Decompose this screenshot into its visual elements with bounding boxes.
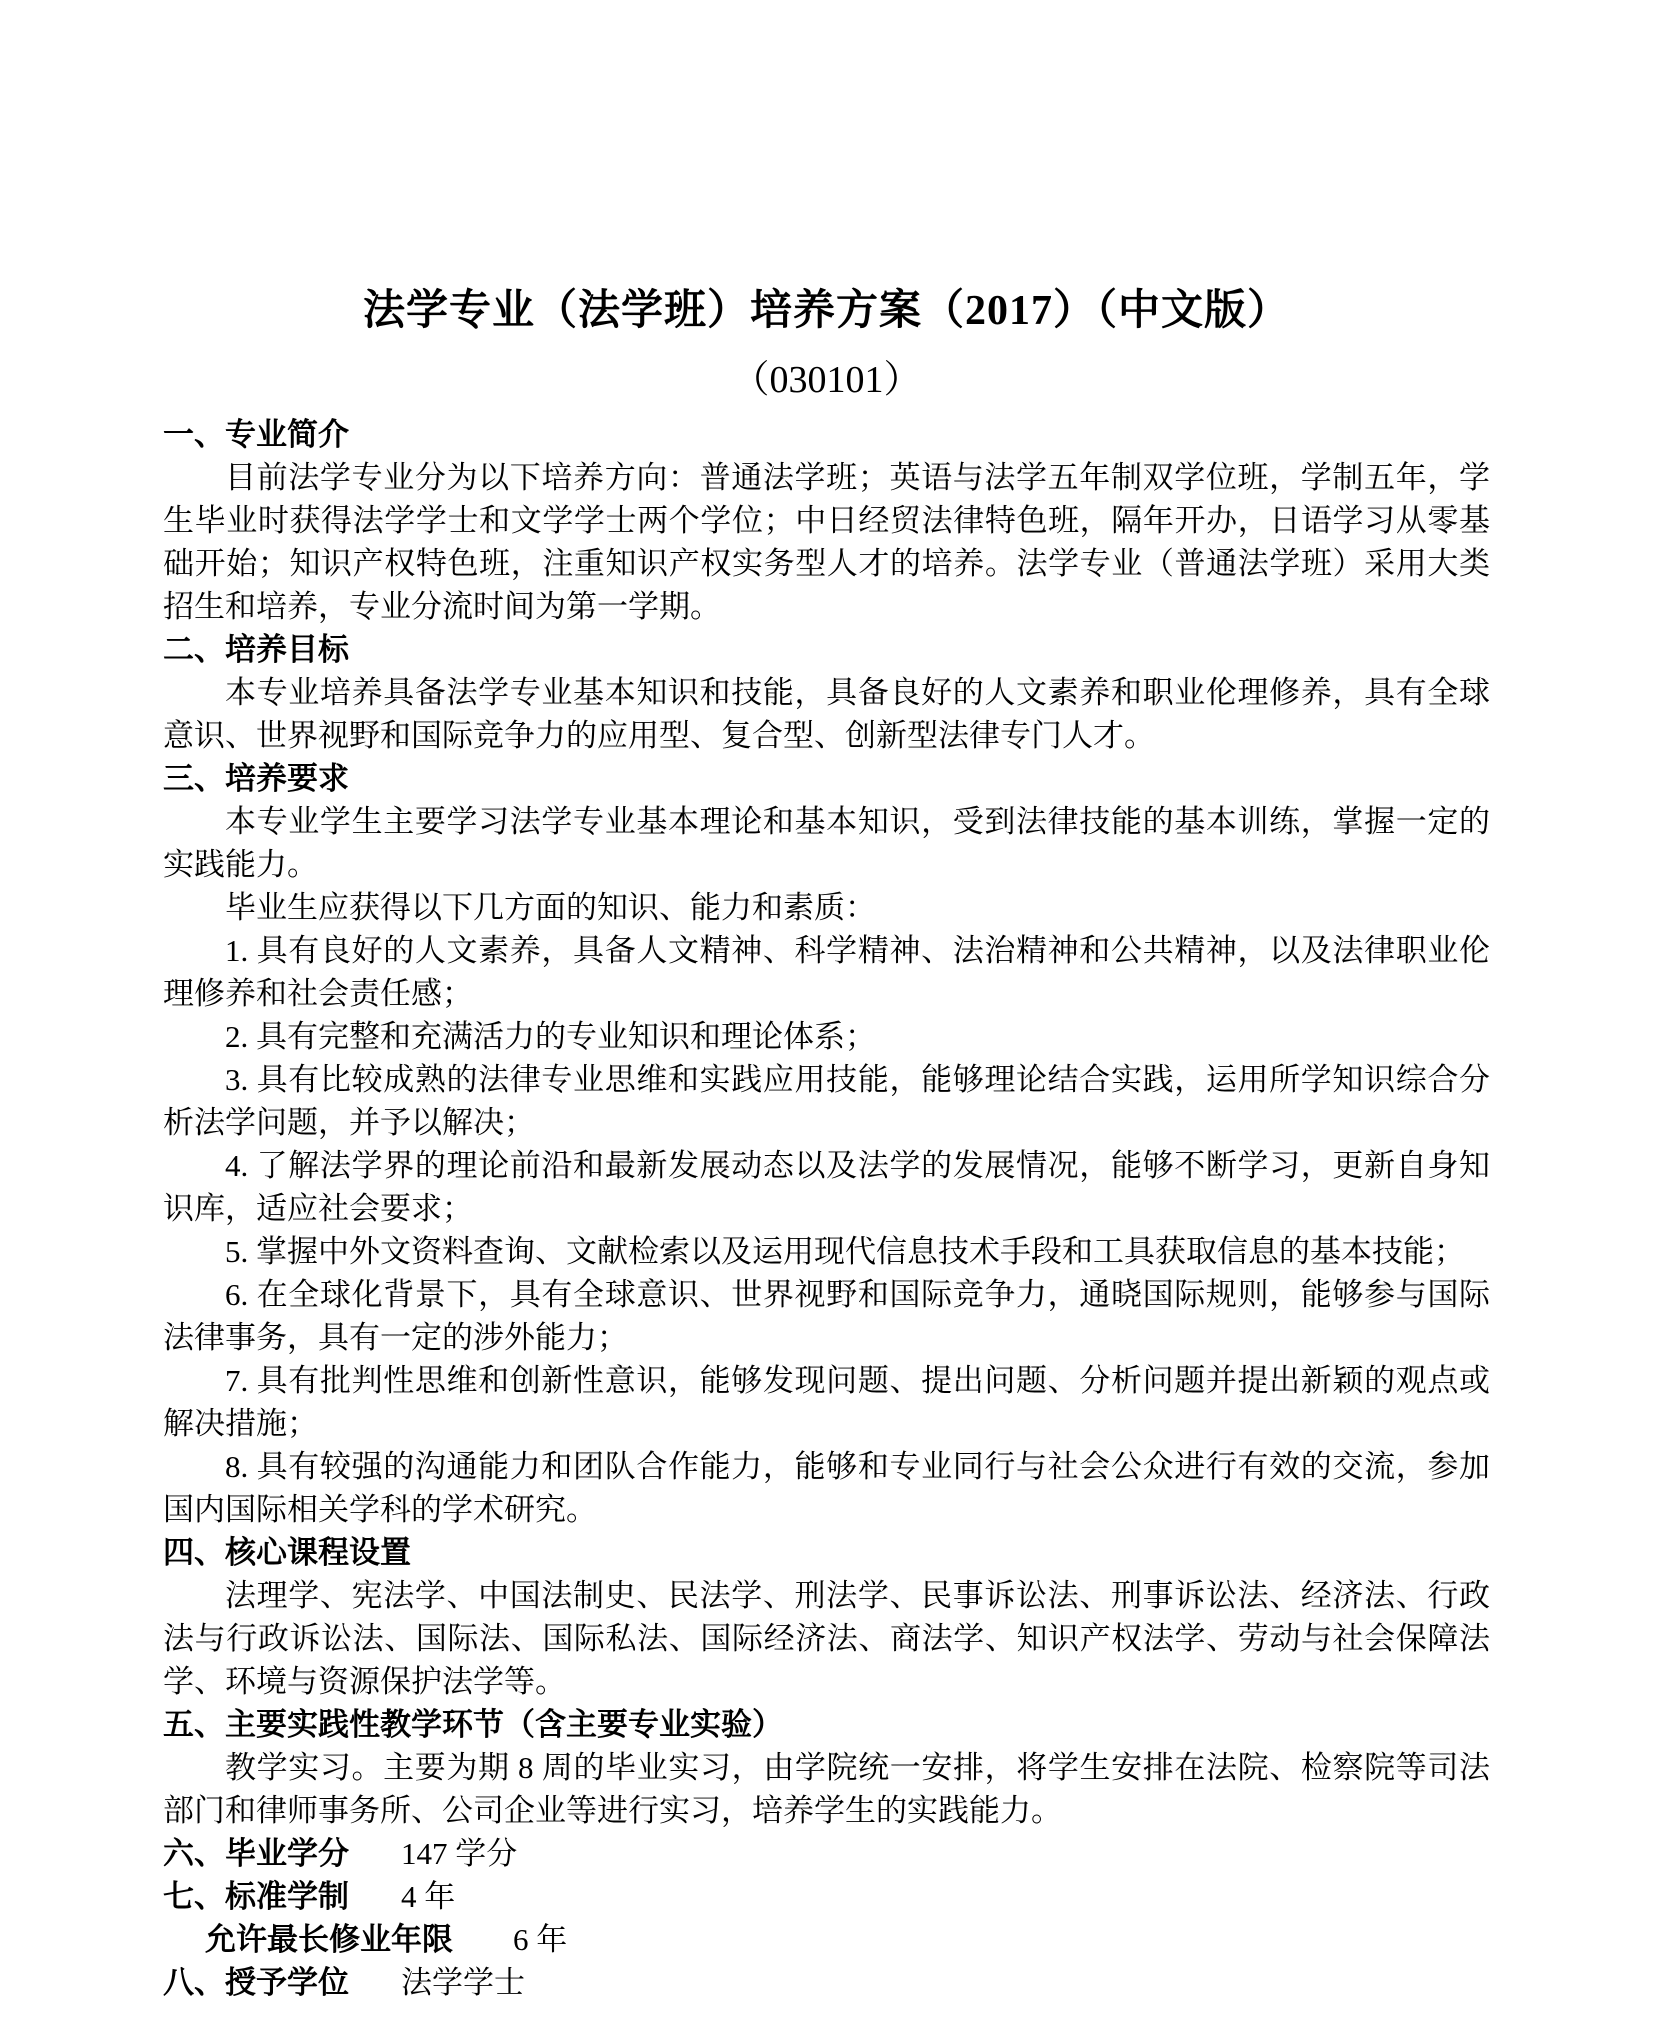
fact-label-max-study-years: 允许最长修业年限 [205,1922,453,1957]
fact-graduation-credits [163,1832,1490,1875]
document-code: （030101） [731,359,922,401]
paragraph-graduate-abilities: 毕业生应获得以下几方面的知识、能力和素质： [225,890,876,925]
paragraph-training-goal: 本专业培养具备法学专业基本知识和技能，具备良好的人文素养和职业伦理修养，具有全球意识、世界视野和国际竞争力的应用型、复合型、创新型法律专门人才。 [163,675,1490,753]
requirement-item-7: 7. 具有批判性思维和创新性意识，能够发现问题、提出问题、分析问题并提出新颖的观点或解决措施； [163,1363,1490,1441]
section-heading-training-requirements: 三、培养要求 [163,761,349,796]
paragraph-practical-teaching: 教学实习。主要为期 8 周的毕业实习，由学院统一安排，将学生安排在法院、检察院等司法部门和律师事务所、公司企业等进行实习，培养学生的实践能力。 [163,1750,1490,1828]
requirement-item-5: 5. 掌握中外文资料查询、文献检索以及运用现代信息技术手段和工具获取信息的基本技能； [225,1234,1465,1269]
section-major-intro [163,413,1490,628]
document-title: 法学专业（法学班）培养方案（2017）（中文版） [362,288,1290,334]
paragraph-requirements-intro: 本专业学生主要学习法学专业基本理论和基本知识，受到法律技能的基本训练，掌握一定的实践能力。 [163,804,1490,882]
section-training-goal [163,628,1490,757]
fact-value-standard-duration: 4 年 [401,1879,456,1914]
requirement-item-4: 4. 了解法学界的理论前沿和最新发展动态以及法学的发展情况，能够不断学习，更新自身知识库，适应社会要求； [163,1148,1490,1226]
paragraph-core-courses: 法理学、宪法学、中国法制史、民法学、刑法学、民事诉讼法、刑事诉讼法、经济法、行政法与行政诉讼法、国际法、国际私法、国际经济法、商法学、知识产权法学、劳动与社会保障法学、环境与资源保护法学等。 [163,1578,1490,1699]
section-heading-practical-teaching: 五、主要实践性教学环节（含主要专业实验） [163,1707,783,1742]
fact-value-max-study-years: 6 年 [513,1922,568,1957]
fact-label-degree-awarded: 八、授予学位 [163,1965,349,2000]
section-practical-teaching [163,1703,1490,1832]
requirement-item-3: 3. 具有比较成熟的法律专业思维和实践应用技能，能够理论结合实践，运用所学知识综合分析法学问题，并予以解决； [163,1062,1490,1140]
fact-max-study-years [163,1918,1490,1961]
fact-value-graduation-credits: 147 学分 [401,1836,518,1871]
paragraph-major-intro: 目前法学专业分为以下培养方向：普通法学班；英语与法学五年制双学位班，学制五年，学生毕业时获得法学学士和文学学士两个学位；中日经贸法律特色班，隔年开办，日语学习从零基础开始；知识产权特色班，注重知识产权实务型人才的培养。法学专业（普通法学班）采用大类招生和培养，专业分流时间为第一学期。 [163,460,1490,624]
requirement-item-2: 2. 具有完整和充满活力的专业知识和理论体系； [225,1019,876,1054]
fact-standard-duration [163,1875,1490,1918]
section-training-requirements [163,757,1490,1531]
requirement-item-6: 6. 在全球化背景下，具有全球意识、世界视野和国际竞争力，通晓国际规则，能够参与国际法律事务，具有一定的涉外能力； [163,1277,1490,1355]
section-core-courses [163,1531,1490,1703]
fact-label-graduation-credits: 六、毕业学分 [163,1836,349,1871]
requirement-item-1: 1. 具有良好的人文素养，具备人文精神、科学精神、法治精神和公共精神，以及法律职业伦理修养和社会责任感； [163,933,1490,1011]
fact-value-degree-awarded: 法学学士 [401,1965,525,2000]
section-heading-training-goal: 二、培养目标 [163,632,349,667]
section-heading-core-courses: 四、核心课程设置 [163,1535,411,1570]
fact-degree-awarded [163,1961,1490,2004]
fact-label-standard-duration: 七、标准学制 [163,1879,349,1914]
section-heading-major-intro: 一、专业简介 [163,417,349,452]
requirement-item-8: 8. 具有较强的沟通能力和团队合作能力，能够和专业同行与社会公众进行有效的交流，参加国内国际相关学科的学术研究。 [163,1449,1490,1527]
